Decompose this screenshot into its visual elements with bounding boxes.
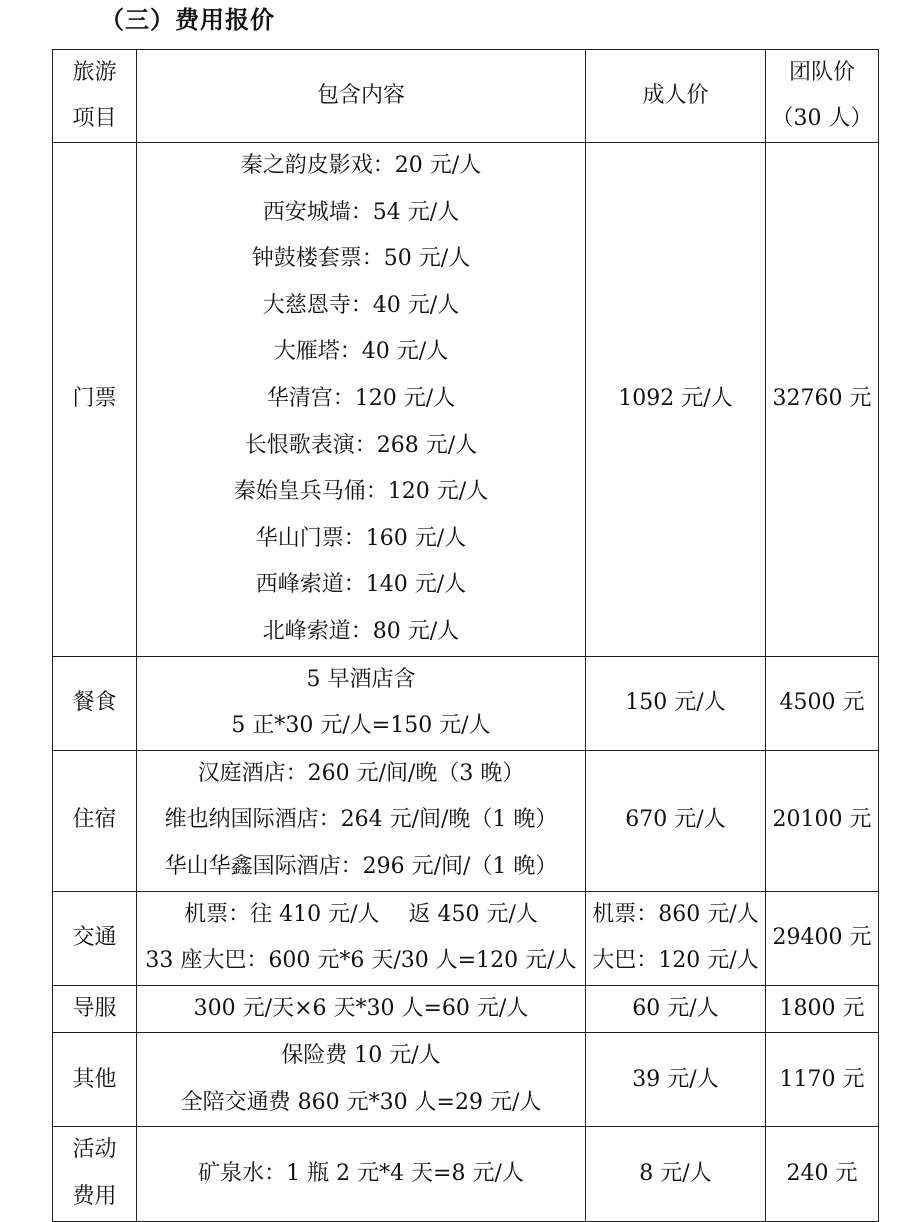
group-price-cell — [766, 1033, 879, 1127]
content-line: 华山门票：160 元/人 — [255, 525, 467, 551]
item-label: 导服 — [72, 995, 117, 1021]
content-line: 长恨歌表演：268 元/人 — [244, 432, 478, 458]
table-row — [53, 750, 879, 891]
adult-price-cell — [586, 656, 766, 750]
table-row — [53, 891, 879, 985]
content-line: 大慈恩寺：40 元/人 — [262, 292, 460, 318]
group-price: 240 元 — [786, 1160, 858, 1186]
header-group-price — [766, 50, 879, 143]
group-price: 29400 元 — [772, 924, 872, 950]
adult-price: 670 元/人 — [625, 807, 726, 833]
table-row — [53, 143, 879, 657]
item-cell — [53, 656, 137, 750]
content-line: 西安城墙：54 元/人 — [262, 199, 460, 225]
table-row — [53, 1127, 879, 1221]
adult-price-cell — [586, 1127, 766, 1221]
header-group-line: 团队价 — [788, 60, 855, 85]
adult-price: 60 元/人 — [632, 995, 719, 1021]
adult-price: 39 元/人 — [632, 1066, 719, 1092]
table-header-row — [53, 50, 879, 143]
header-adult-label: 成人价 — [642, 83, 709, 108]
adult-price-cell — [586, 985, 766, 1033]
item-cell — [53, 750, 137, 891]
content-line: 西峰索道：140 元/人 — [255, 572, 467, 598]
content-line: 华山华鑫国际酒店：296 元/间/（1 晚） — [164, 853, 558, 879]
adult-price-cell — [586, 750, 766, 891]
adult-price: 大巴：120 元/人 — [592, 948, 759, 974]
group-price-cell — [766, 985, 879, 1033]
content-line: 钟鼓楼套票：50 元/人 — [251, 246, 471, 272]
table-row — [53, 1033, 879, 1127]
item-cell — [53, 1127, 137, 1221]
content-line: 机票：往 410 元/人 返 450 元/人 — [184, 901, 538, 927]
section-heading: （三）费用报价 — [100, 6, 275, 34]
content-line: 秦之韵皮影戏：20 元/人 — [240, 153, 482, 178]
content-cell — [137, 656, 586, 750]
item-label: 费用 — [72, 1184, 117, 1210]
item-label: 住宿 — [72, 807, 117, 833]
item-label: 餐食 — [72, 689, 117, 715]
item-label: 门票 — [72, 385, 117, 411]
price-table — [52, 49, 879, 1222]
content-line: 汉庭酒店：260 元/间/晚（3 晚） — [197, 760, 525, 786]
content-line: 北峰索道：80 元/人 — [262, 618, 460, 644]
header-adult-price — [586, 50, 766, 143]
group-price-cell — [766, 1127, 879, 1221]
content-cell — [137, 1127, 586, 1221]
content-cell — [137, 891, 586, 985]
content-line: 维也纳国际酒店：264 元/间/晚（1 晚） — [164, 807, 558, 833]
content-cell — [137, 1033, 586, 1127]
content-line: 保险费 10 元/人 — [281, 1043, 441, 1069]
item-label: 活动 — [72, 1137, 117, 1163]
group-price-cell — [766, 143, 879, 657]
item-label: 交通 — [72, 924, 117, 950]
group-price-cell — [766, 750, 879, 891]
group-price: 20100 元 — [772, 807, 872, 833]
content-cell — [137, 143, 586, 657]
table-row — [53, 656, 879, 750]
header-item-line: 旅游 — [72, 60, 117, 85]
content-cell — [137, 985, 586, 1033]
group-price-cell — [766, 656, 879, 750]
content-line: 33 座大巴：600 元*6 天/30 人=120 元/人 — [145, 948, 577, 974]
content-line: 矿泉水：1 瓶 2 元*4 天=8 元/人 — [198, 1160, 524, 1186]
header-content — [137, 50, 586, 143]
item-cell — [53, 1033, 137, 1127]
content-line: 5 早酒店含 — [306, 666, 416, 692]
header-item-line: 项目 — [72, 106, 117, 131]
adult-price-cell — [586, 143, 766, 657]
item-cell — [53, 891, 137, 985]
header-group-line: （30 人） — [771, 106, 873, 131]
group-price: 1170 元 — [779, 1066, 865, 1092]
adult-price: 8 元/人 — [639, 1160, 712, 1186]
group-price-cell — [766, 891, 879, 985]
adult-price: 150 元/人 — [625, 689, 726, 715]
content-line: 大雁塔：40 元/人 — [273, 339, 449, 365]
item-cell — [53, 985, 137, 1033]
content-line: 300 元/天×6 天*30 人=60 元/人 — [193, 995, 529, 1021]
adult-price: 1092 元/人 — [618, 385, 733, 411]
content-line: 秦始皇兵马俑：120 元/人 — [233, 479, 489, 505]
group-price: 32760 元 — [772, 385, 872, 411]
content-line: 华清宫：120 元/人 — [266, 385, 456, 411]
item-cell — [53, 143, 137, 657]
adult-price-cell — [586, 891, 766, 985]
adult-price: 机票：860 元/人 — [592, 901, 759, 927]
table-row — [53, 985, 879, 1033]
adult-price-cell — [586, 1033, 766, 1127]
header-item — [53, 50, 137, 143]
content-cell — [137, 750, 586, 891]
content-line: 全陪交通费 860 元*30 人=29 元/人 — [180, 1089, 542, 1115]
item-label: 其他 — [72, 1066, 117, 1092]
group-price: 4500 元 — [779, 689, 865, 715]
group-price: 1800 元 — [779, 995, 865, 1021]
content-line: 5 正*30 元/人=150 元/人 — [231, 713, 491, 739]
header-content-label: 包含内容 — [316, 83, 405, 108]
